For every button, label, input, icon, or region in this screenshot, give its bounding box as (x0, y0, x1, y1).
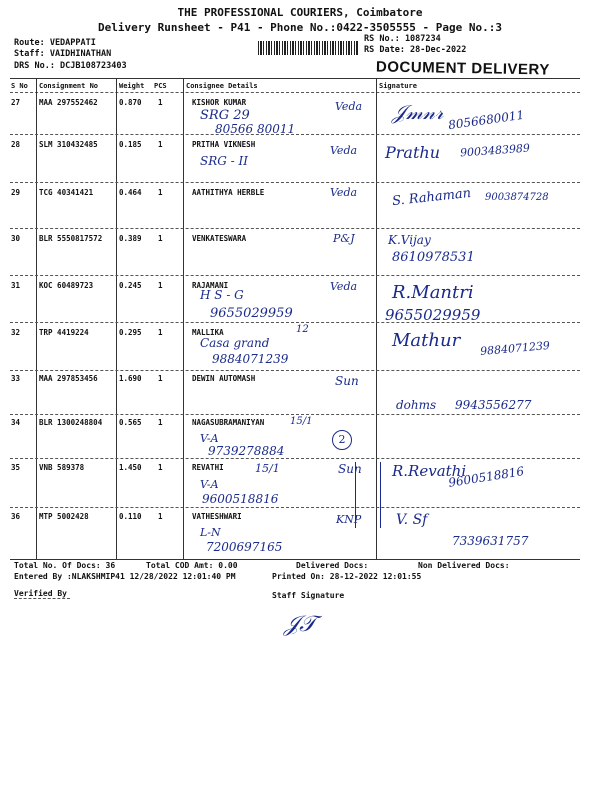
row-sno: 35 (11, 463, 21, 472)
hw-r32-sig: 9884071239 (479, 338, 551, 359)
row-consignment: MTP 5002428 (39, 512, 89, 521)
row-consignment: MAA 297853456 (39, 374, 98, 383)
hw-r27-addr: SRG 29 (200, 108, 250, 123)
route-label: Route: VEDAPPATI (14, 38, 96, 48)
verified-by-line (14, 598, 70, 599)
col-header-consignment: Consignment No (39, 82, 99, 90)
row-consignee: AATHITHYA HERBLE (192, 188, 265, 197)
non-delivered-docs: Non Delivered Docs: (418, 561, 510, 570)
row-consignment: TRP 4419224 (39, 328, 89, 337)
row-consignment: TCG 40341421 (39, 188, 94, 197)
table-bottom-border (10, 559, 580, 560)
hw-r28-addr: SRG - II (200, 154, 249, 168)
staff-signature-scrawl: 𝒥𝒯 (284, 612, 317, 637)
row-consignee: VATHESHWARI (192, 512, 242, 521)
row-pcs: 1 (158, 512, 163, 521)
col-header-signature: Signature (379, 82, 417, 90)
row-weight: 0.295 (119, 328, 142, 337)
col-header-pcs: PCS (154, 82, 167, 90)
row-sno: 31 (11, 281, 21, 290)
col-divider (183, 78, 184, 559)
row-consignee: NAGASUBRAMANIYAN (192, 418, 265, 427)
row-pcs: 1 (158, 234, 163, 243)
row-consignee: RAJAMANI (192, 281, 229, 290)
hw-r31-addr: H S - G (200, 288, 244, 302)
row-pcs: 1 (158, 463, 163, 472)
row-pcs: 1 (158, 140, 163, 149)
table-top-border (10, 78, 580, 79)
row-consignee: PRITHA VIKNESH (192, 140, 256, 149)
hw-r36-tag: KNP (336, 513, 362, 526)
hw-r27-phone: 80566 80011 (215, 122, 296, 136)
delivered-docs: Delivered Docs: (296, 561, 369, 570)
row-divider (10, 182, 580, 183)
row-pcs: 1 (158, 98, 163, 107)
hw-r33-tag: Sun (335, 374, 359, 388)
header-divider (10, 92, 580, 93)
row-consignment: KOC 60489723 (39, 281, 94, 290)
hw-r34-num: 15/1 (290, 416, 313, 427)
staff-label: Staff: VAIDHINATHAN (14, 49, 112, 59)
row-divider (10, 275, 580, 276)
col-header-sno: S No (11, 82, 28, 90)
row-sno: 32 (11, 328, 21, 337)
hw-r27-sig: 8056680011 (447, 107, 525, 133)
verified-by: Verified By (14, 589, 67, 598)
hw-r33-scrawl: dohms (396, 398, 437, 412)
hw-r34-phone: 9739278884 (208, 444, 285, 458)
row-weight: 0.464 (119, 188, 142, 197)
row-sno: 29 (11, 188, 21, 197)
hw-r29-tag: Veda (330, 186, 358, 199)
rs-date: RS Date: 28-Dec-2022 (364, 45, 467, 55)
row-sno: 33 (11, 374, 21, 383)
hw-r36-phone: 7200697165 (206, 540, 283, 554)
hw-r30-scrawl: K.Vijay (388, 233, 431, 247)
total-docs: Total No. Of Docs: 36 (14, 561, 116, 570)
hw-r30-sig: 8610978531 (392, 250, 475, 265)
col-divider (36, 78, 37, 559)
hw-r33-sig: 9943556277 (455, 398, 532, 412)
hw-r34-circle: 2 (332, 430, 352, 450)
row-pcs: 1 (158, 418, 163, 427)
drs-number: DRS No.: DCJB108723403 (14, 61, 127, 71)
row-consignee: MALLIKA (192, 328, 224, 337)
row-weight: 1.450 (119, 463, 142, 472)
row-weight: 0.245 (119, 281, 142, 290)
row-weight: 0.110 (119, 512, 142, 521)
hw-r31-tag: Veda (330, 280, 358, 293)
hw-r35-scrawl: R.Revathi (392, 462, 467, 480)
col-header-consignee: Consignee Details (186, 82, 258, 90)
row-consignee: KISHOR KUMAR (192, 98, 247, 107)
hw-r30-tag: P&J (333, 232, 355, 245)
printed-on: Printed On: 28-12-2022 12:01:55 (272, 572, 422, 581)
rs-number: RS No.: 1087234 (364, 34, 441, 44)
col-divider (116, 78, 117, 559)
staff-signature-label: Staff Signature (272, 591, 345, 600)
col-header-weight: Weight (119, 82, 145, 90)
hw-r31-sig: 9655029959 (385, 306, 481, 324)
hw-r35-sig: 9600518816 (447, 464, 525, 490)
row-pcs: 1 (158, 188, 163, 197)
row-divider (10, 414, 580, 415)
hw-r32-scrawl: Mathur (392, 330, 461, 351)
row-sno: 36 (11, 512, 21, 521)
hw-r35-tag: Sun (338, 462, 362, 476)
hw-r35-addr: V-A (200, 478, 219, 491)
row-weight: 0.389 (119, 234, 142, 243)
hw-r27-scrawl: 𝒥𝓂𝓃𝓇 (392, 100, 444, 124)
row-divider (10, 370, 580, 371)
row-weight: 0.185 (119, 140, 142, 149)
hw-r32-num: 12 (296, 324, 309, 335)
row-pcs: 1 (158, 374, 163, 383)
hw-r32-phone: 9884071239 (212, 352, 289, 366)
row-sno: 28 (11, 140, 21, 149)
hw-r35-num: 15/1 (255, 462, 280, 475)
hw-r28-sig: 9003483989 (459, 141, 531, 160)
hw-r31-phone: 9655029959 (210, 306, 293, 321)
row-consignment: VNB 589378 (39, 463, 85, 472)
row-pcs: 1 (158, 281, 163, 290)
row-consignment: BLR 1300248804 (39, 418, 103, 427)
row-consignee: VENKATESWARA (192, 234, 247, 243)
hw-r36-scrawl: V. Sf (396, 512, 428, 528)
row-consignment: SLM 310432485 (39, 140, 98, 149)
row-divider (10, 322, 580, 323)
hw-r27-tag: Veda (335, 100, 363, 113)
hw-r28-tag: Veda (330, 144, 358, 157)
runsheet-subtitle: Delivery Runsheet - P41 - Phone No.:0422-3505555 - Page No.:3 (98, 21, 502, 34)
company-title: THE PROFESSIONAL COURIERS, Coimbatore (177, 6, 423, 19)
hw-r36-sig: 7339631757 (452, 534, 529, 548)
barcode (258, 41, 358, 55)
entered-by: Entered By :NLAKSHMIP41 12/28/2022 12:01:40 PM (14, 572, 236, 581)
row-sno: 34 (11, 418, 21, 427)
total-cod: Total COD Amt: 0.00 (146, 561, 238, 570)
hw-r32-addr: Casa grand (200, 336, 270, 350)
row-consignee: DEWIN AUTOMASH (192, 374, 256, 383)
row-weight: 0.870 (119, 98, 142, 107)
hw-r31-scrawl: R.Mantri (392, 282, 474, 303)
row-consignment: BLR 5550817572 (39, 234, 103, 243)
hw-r28-scrawl: Prathu (385, 143, 440, 162)
hw-r36-addr: L-N (200, 526, 221, 539)
row-divider (10, 228, 580, 229)
row-pcs: 1 (158, 328, 163, 337)
hw-r29-scrawl: S. Rahaman (391, 185, 472, 210)
row-consignment: MAA 297552462 (39, 98, 98, 107)
hw-r34-addr: V-A (200, 432, 219, 445)
row-divider (10, 458, 580, 459)
hw-r29-sig: 9003874728 (485, 192, 549, 203)
row-sno: 27 (11, 98, 21, 107)
document-delivery-stamp: DOCUMENT DELIVERY (375, 58, 550, 79)
row-sno: 30 (11, 234, 21, 243)
row-consignee: REVATHI (192, 463, 224, 472)
row-weight: 1.690 (119, 374, 142, 383)
row-divider (10, 507, 580, 508)
row-weight: 0.565 (119, 418, 142, 427)
hw-r35-phone: 9600518816 (202, 492, 279, 506)
